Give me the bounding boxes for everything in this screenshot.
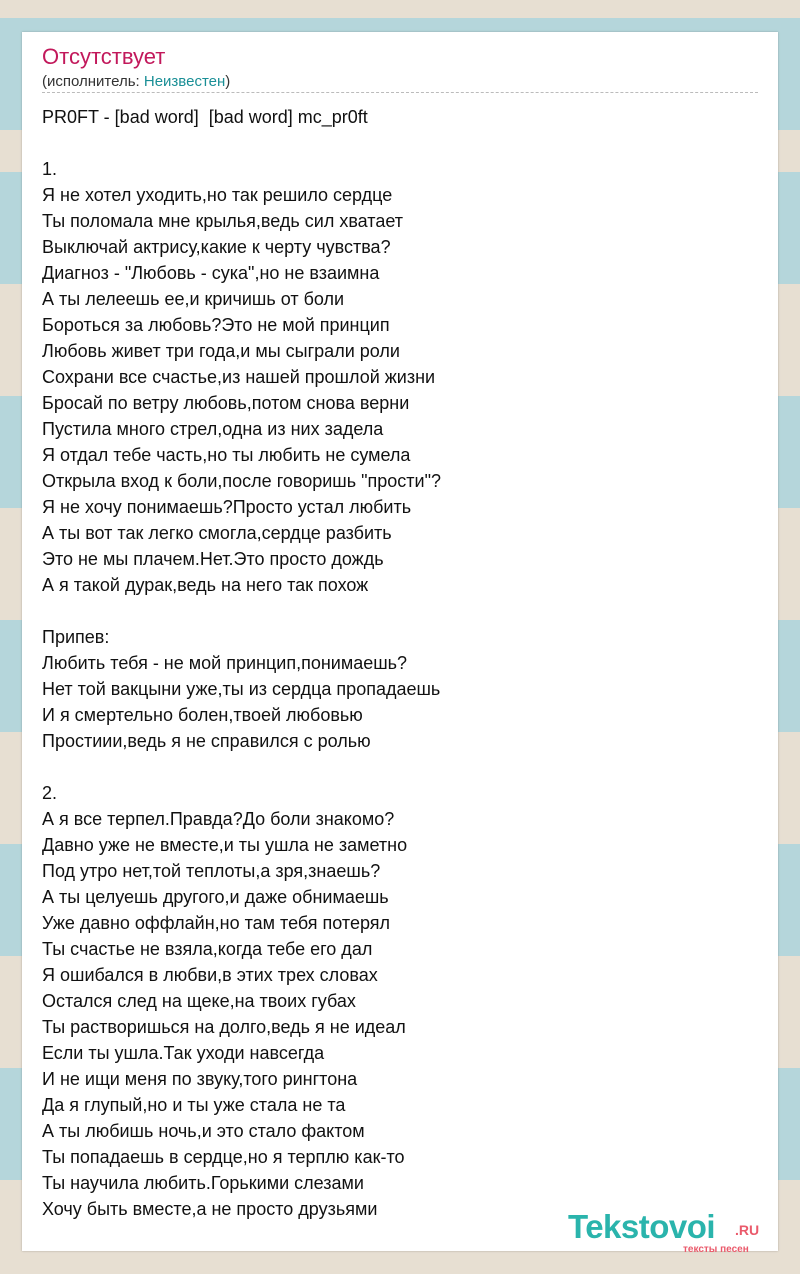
lyric-line: Сохрани все счастье,из нашей прошлой жизни [42,367,436,387]
lyric-line: PR0FT - [bad word] [bad word] mc_pr0ft [42,107,368,127]
lyric-line: Если ты ушла.Так уходи навсегда [42,1043,325,1063]
lyric-line: Простиии,ведь я не справился с ролью [42,731,371,751]
lyric-line: А ты лелеешь ее,и кричишь от боли [42,289,345,309]
lyric-line: Да я глупый,но и ты уже стала не та [42,1095,346,1115]
lyric-line: Открыла вход к боли,после говоришь "прости"? [42,471,441,491]
artist-link[interactable]: Неизвестен [143,73,226,90]
lyric-line: Уже давно оффлайн,но там тебя потерял [42,913,391,933]
lyrics-page [22,32,778,1255]
logo-tld: .RU [735,1222,760,1238]
site-logo[interactable] [568,1209,778,1253]
lyric-line: Припев: [42,627,110,647]
artist-line [42,73,230,91]
lyric-line [42,598,758,624]
lyric-line: Бросай по ветру любовь,потом снова верни [42,393,410,413]
lyrics-body [42,104,758,1222]
lyric-line: Это не мы плачем.Нет.Это просто дождь [42,549,384,569]
lyric-line [42,754,758,780]
lyric-line: Любовь живет три года,и мы сыграли роли [42,341,400,361]
lyric-line: Я не хочу понимаешь?Просто устал любить [42,497,412,517]
lyric-line: И не ищи меня по звуку,того рингтона [42,1069,358,1089]
lyric-line: Диагноз - "Любовь - сука",но не взаимна [42,263,380,283]
lyric-line: 2. [42,783,58,803]
lyric-line: Я ошибался в любви,в этих трех словах [42,965,378,985]
logo-name: Tekstovoi [568,1208,716,1245]
lyric-line: Бороться за любовь?Это не мой принцип [42,315,390,335]
lyric-line [42,130,758,156]
lyric-line: А ты любишь ночь,и это стало фактом [42,1121,365,1141]
lyric-line: Ты поломала мне крылья,ведь сил хватает [42,211,404,231]
lyric-line: Выключай актрису,какие к черту чувства? [42,237,391,257]
lyric-line: Я отдал тебе часть,но ты любить не сумела [42,445,411,465]
lyric-line: Ты научила любить.Горькими слезами [42,1173,364,1193]
lyric-line: Ты попадаешь в сердце,но я терплю как-то [42,1147,405,1167]
lyric-line: А ты целуешь другого,и даже обнимаешь [42,887,389,907]
lyric-line: А я такой дурак,ведь на него так похож [42,575,369,595]
lyric-line: Под утро нет,той теплоты,а зря,знаешь? [42,861,381,881]
lyric-line: Пустила много стрел,одна из них задела [42,419,384,439]
lyric-line: Ты растворишься на долго,ведь я не идеал [42,1017,406,1037]
lyric-line: Хочу быть вместе,а не просто друзьями [42,1199,378,1219]
lyric-line: 1. [42,159,58,179]
divider [42,92,758,93]
artist-suffix: ) [225,73,231,90]
lyric-line: Ты счастье не взяла,когда тебе его дал [42,939,373,959]
lyric-line: Я не хотел уходить,но так решило сердце [42,185,393,205]
lyric-line: А я все терпел.Правда?До боли знакомо? [42,809,395,829]
lyric-line: А ты вот так легко смогла,сердце разбить [42,523,392,543]
lyric-line: Остался след на щеке,на твоих губах [42,991,356,1011]
artist-prefix: (исполнитель: [42,73,144,90]
lyric-line: Давно уже не вместе,и ты ушла не заметно [42,835,408,855]
song-title: Отсутствует [42,44,166,69]
lyric-line: И я смертельно болен,твоей любовью [42,705,363,725]
lyric-line: Нет той вакцыни уже,ты из сердца пропадаешь [42,679,441,699]
logo-tagline: тексты песен [683,1244,749,1255]
lyric-line: Любить тебя - не мой принцип,понимаешь? [42,653,408,673]
